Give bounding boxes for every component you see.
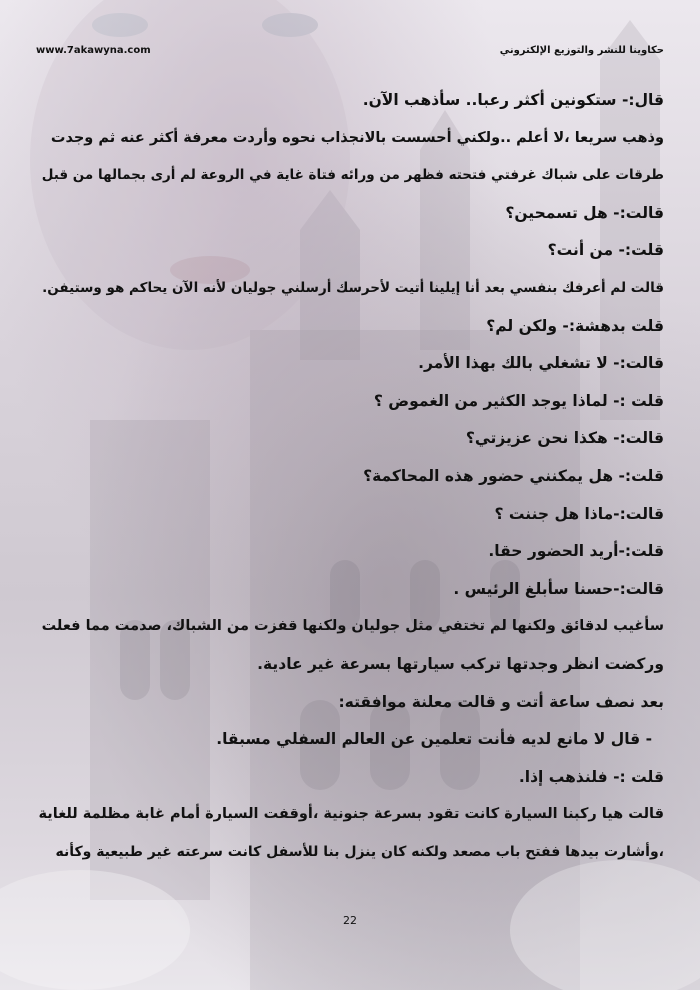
text-line: قلت:-أريد الحضور حقا. [488,542,664,561]
text-line: قلت:- من أنت؟ [547,241,664,260]
text-line: طرقات على شباك غرفتي فتحته فظهر من ورائه فتاة غاية في الروعة لم أرى بجمالها من قبل [41,167,664,184]
text-line: قال:- ستكونين أكثر رعبا.. سأذهب الآن. [362,91,664,109]
website-url: www.7akawyna.com [36,44,151,56]
text-line: قلت :- لماذا يوجد الكثير من الغموض ؟ [373,391,664,410]
text-line: قلت :- فلنذهب إذا. [518,767,664,786]
publisher-name: حكاوينا للنشر والتوزيع الإلكتروني [499,44,664,56]
text-line: قالت:- هل تسمحين؟ [505,203,664,222]
text-line-bullet: - قال لا مانع لديه فأنت تعلمين عن العالم السفلي مسبقا. [216,730,652,749]
text-line: قالت لم أعرفك بنفسي بعد أنا إيلينا أتيت لأحرسك أرسلني جوليان لأنه الآن يحاكم هو وستيفن. [42,279,664,296]
page-number: 22 [343,914,357,927]
text-line: قلت:- هل يمكنني حضور هذه المحاكمة؟ [363,466,664,485]
page-header [36,40,664,60]
text-line: قالت هيا ركبنا السيارة كانت تقود بسرعة جنونية ،أوقفت السيارة أمام غابة مظلمة للغاية [38,806,664,823]
text-line: قلت بدهشة:- ولكن لم؟ [486,316,664,335]
text-line: وركضت انظر وجدتها تركب سيارتها بسرعة غير عادية. [257,654,664,673]
text-line: قالت:-ماذا هل جننت ؟ [494,504,664,523]
text-line: سأغيب لدقائق ولكنها لم تختفي مثل جوليان ولكنها قفزت من الشباك، صدمت مما فعلت [41,618,664,635]
text-line: بعد نصف ساعة أتت و قالت معلنة موافقته: [338,692,664,711]
text-line: قالت:- هكذا نحن عزيزتي؟ [465,429,664,448]
text-line: ،وأشارت بيدها ففتح باب مصعد ولكنه كان ينزل بنا للأسفل كانت سرعته غير طبيعية وكأنه [55,843,664,860]
text-line: قالت:- لا تشغلي بالك بهذا الأمر. [418,354,664,373]
text-line: وذهب سريعا ،لا أعلم ..ولكني أحسست بالانجذاب نحوه وأردت معرفة أكثر عنه ثم وجدت [50,129,664,146]
text-line: قالت:-حسنا سأبلغ الرئيس . [453,579,664,598]
story-text [36,82,664,871]
